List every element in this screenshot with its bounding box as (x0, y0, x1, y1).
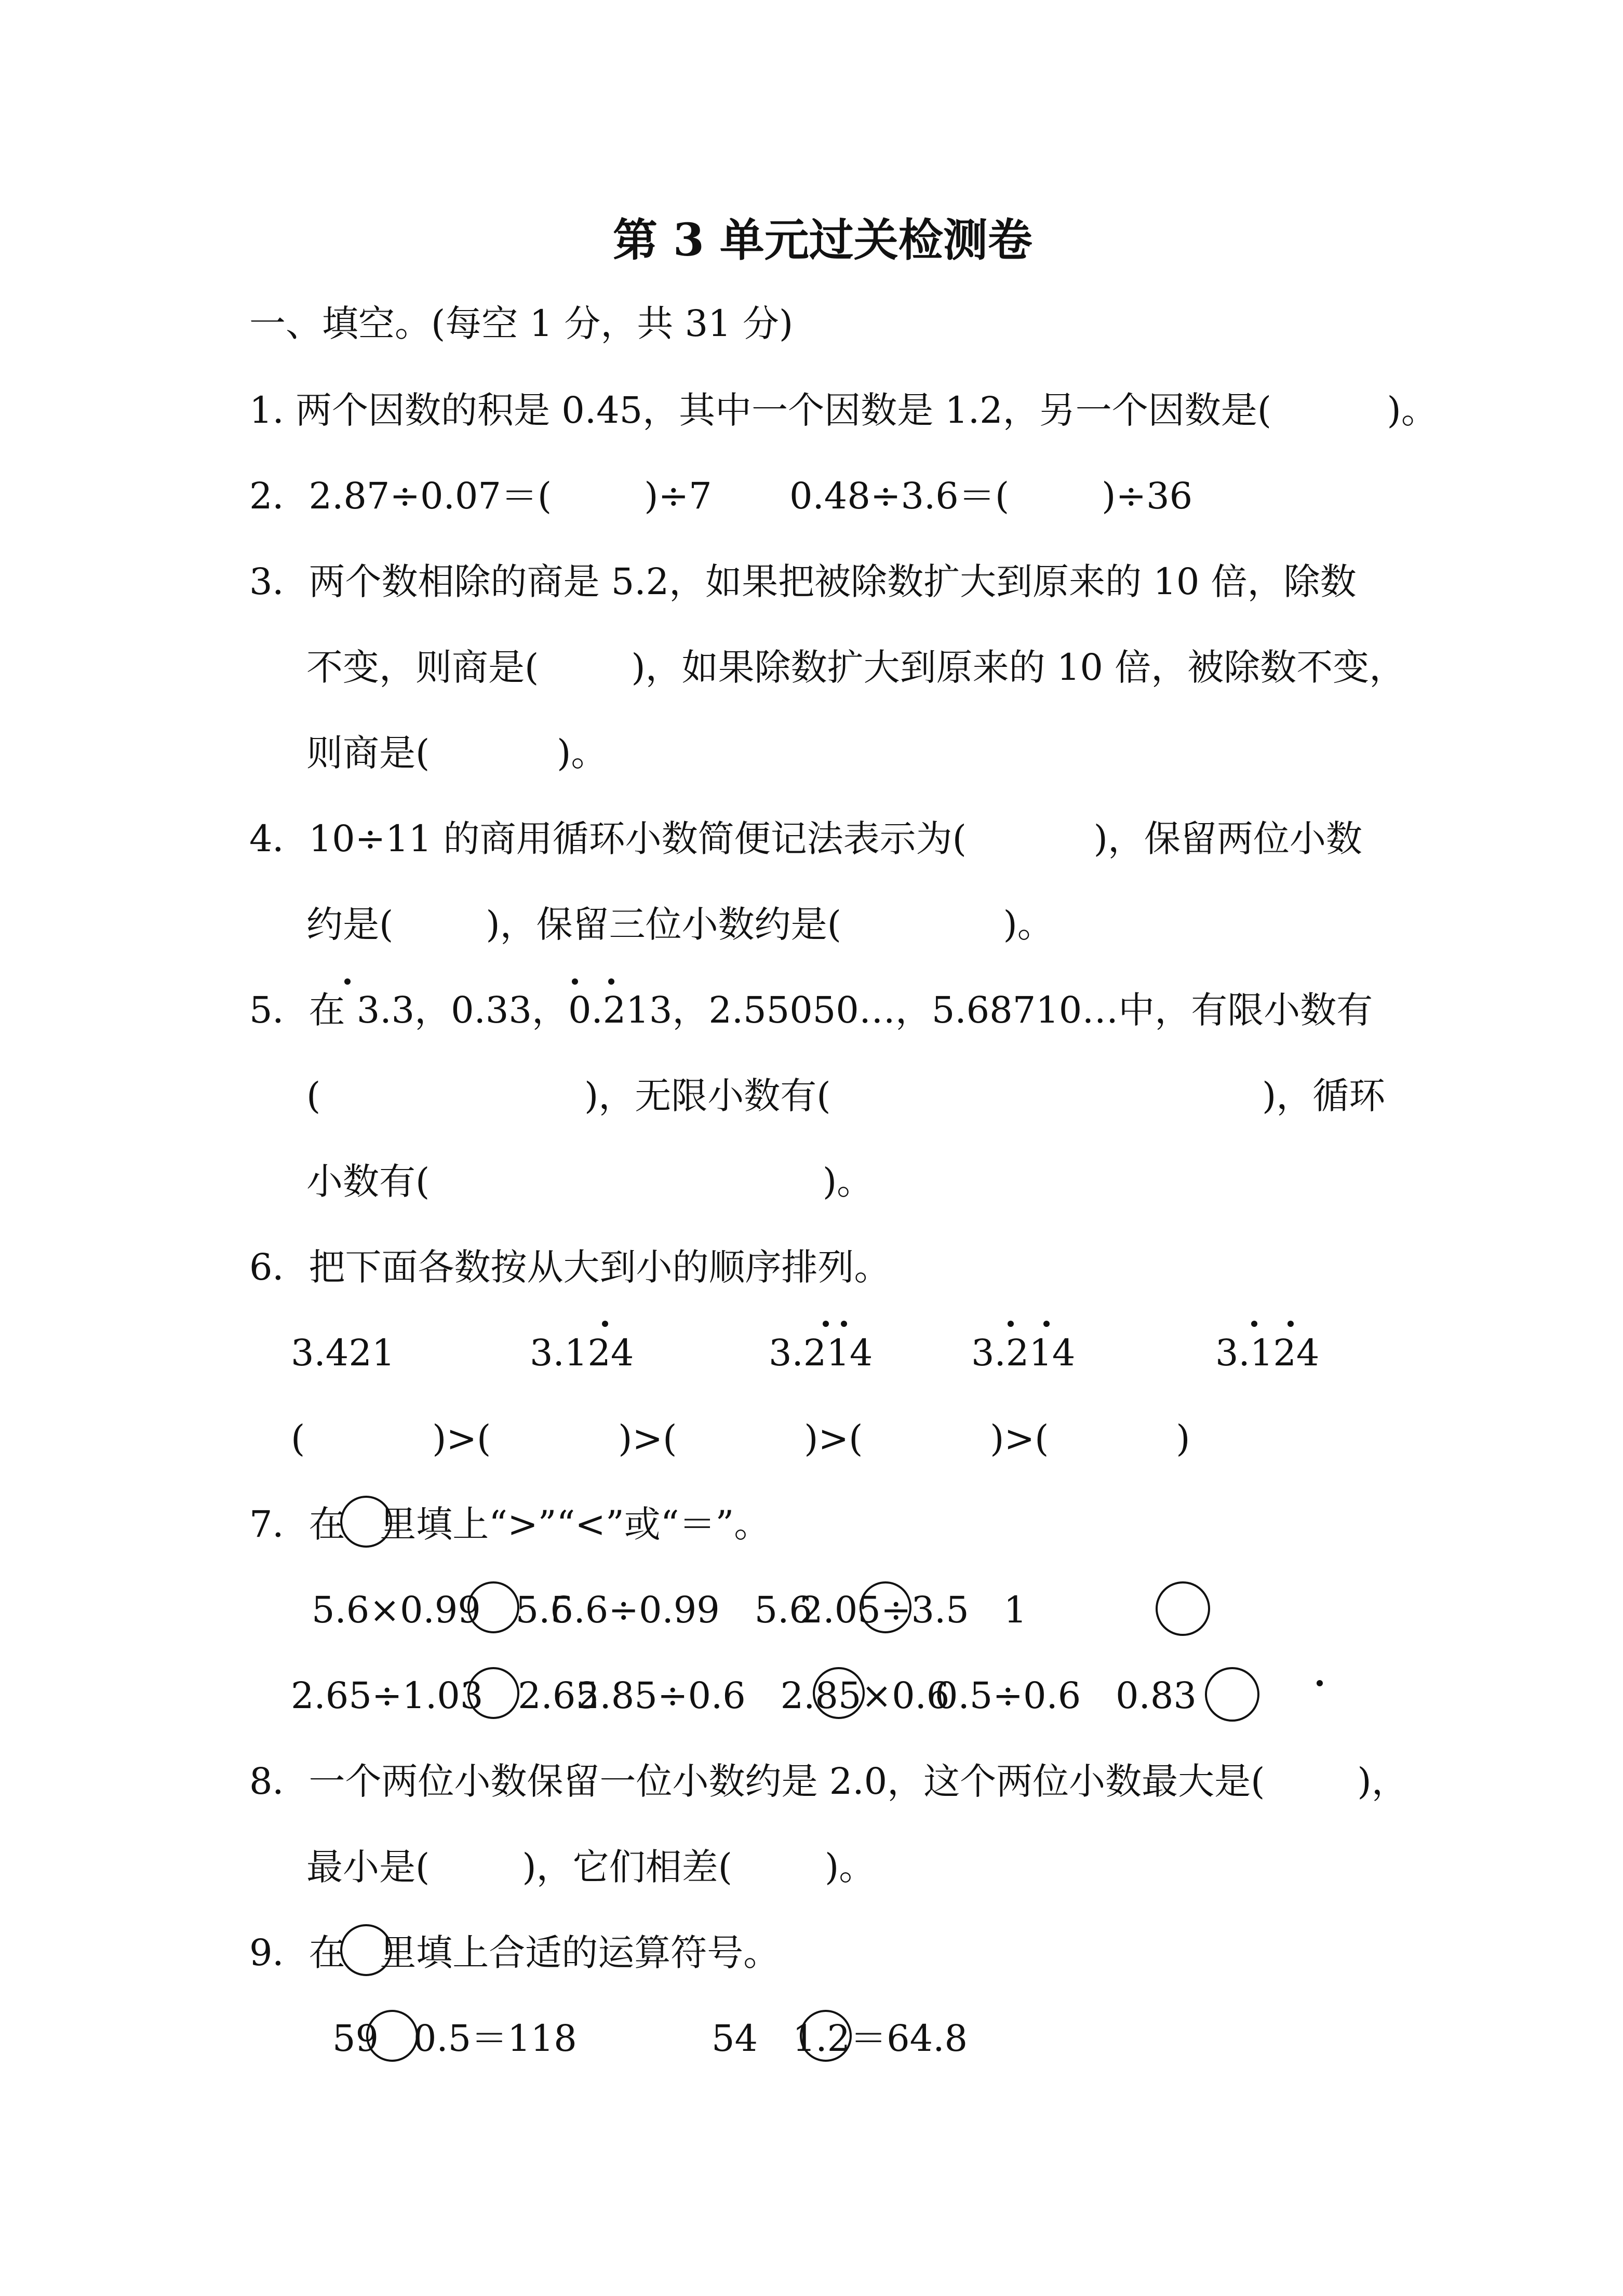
q7-row1-item1: 5.6×0.99 5.6 (312, 1589, 573, 1631)
question-4-line2: 约是( )，保留三位小数约是( )。 (306, 903, 1054, 946)
q6-number: 3.124 (1215, 1332, 1320, 1374)
question-1: 1. 两个因数的积是 0.45，其中一个因数是 1.2，另一个因数是( )。 (249, 389, 1438, 432)
q6-number: 3.214 (769, 1332, 873, 1374)
question-7-line1: 7．在 里填上“>”“<”或“＝”。 (249, 1503, 771, 1546)
answer-circle-icon (800, 2010, 852, 2062)
repeating-dot-mark (1008, 1321, 1014, 1327)
answer-circle-icon (1205, 1667, 1259, 1722)
question-5-line2-open: ( (306, 1075, 321, 1117)
repeating-dot-mark (823, 1321, 829, 1327)
question-9-line1: 9．在 里填上合适的运算符号。 (249, 1931, 780, 1974)
repeating-dot-mark (1251, 1321, 1257, 1327)
answer-circle-icon (813, 1667, 865, 1719)
answer-circle-icon (860, 1581, 911, 1633)
q9-row1-item1: 59 0.5＝118 (332, 2017, 577, 2060)
repeating-dot-mark (1043, 1321, 1050, 1327)
q6-number: 3.124 (530, 1332, 634, 1374)
repeating-dot-mark (608, 978, 614, 985)
q7-row2-item1: 2.65÷1.03 2.65 (291, 1674, 599, 1717)
page-title: 第 3 单元过关检测卷 (613, 214, 1032, 266)
answer-circle-icon (467, 1581, 519, 1633)
question-5-line1: 5．在 3.3，0.33，0.213，2.55050…，5.68710…中，有限小数有 (249, 989, 1373, 1031)
question-3-line1: 3．两个数相除的商是 5.2，如果把被除数扩大到原来的 10 倍，除数 (249, 560, 1357, 603)
q9-row1-item2: 54 1.2＝64.8 (712, 2017, 968, 2060)
repeating-dot-mark (841, 1321, 847, 1327)
question-4-line1: 4．10÷11 的商用循环小数简便记法表示为( )，保留两位小数 (249, 817, 1362, 860)
question-3-line3: 则商是( )。 (306, 732, 608, 774)
answer-circle-icon (366, 2010, 418, 2062)
question-6-line1: 6．把下面各数按从大到小的顺序排列。 (249, 1246, 891, 1288)
repeating-dot-mark (572, 978, 578, 985)
q6-number: 3.421 (291, 1332, 395, 1374)
question-5-line2-end: )，循环 (1262, 1075, 1386, 1117)
question-2a: 2．2.87÷0.07＝( )÷7 (249, 475, 712, 517)
question-5-line2-mid: )，无限小数有( (584, 1075, 831, 1117)
question-8-line1: 8．一个两位小数保留一位小数约是 2.0，这个两位小数最大是( )， (249, 1760, 1408, 1803)
q7-row2-item3: 0.5÷0.6 0.83 (935, 1674, 1197, 1717)
answer-circle-icon (1156, 1581, 1210, 1636)
question-3-line2: 不变，则商是( )，如果除数扩大到原来的 10 倍，被除数不变， (306, 646, 1406, 689)
repeating-dot-mark (344, 978, 351, 985)
question-5-line3: 小数有( )。 (306, 1160, 874, 1203)
repeating-dot-mark (602, 1321, 608, 1327)
q6-number: 3.214 (971, 1332, 1076, 1374)
q7-row1-item2: 5.6÷0.99 5.6 (551, 1589, 812, 1631)
answer-circle-icon (467, 1667, 519, 1719)
question-8-line2: 最小是( )，它们相差( )。 (306, 1846, 876, 1888)
q7-row2-item2: 2.85÷0.6 2.85×0.6 (576, 1674, 950, 1717)
q7-row1-item3: 2.05÷3.5 1 (800, 1589, 1027, 1631)
q6-order-line: ( )>( )>( )>( )>( ) (291, 1417, 1190, 1460)
section-heading: 一、填空。(每空 1 分，共 31 分) (249, 302, 794, 345)
repeating-dot-mark (1287, 1321, 1294, 1327)
stray-dot-mark (1317, 1680, 1323, 1686)
answer-circle-icon (340, 1924, 392, 1976)
question-2b: 0.48÷3.6＝( )÷36 (789, 475, 1193, 517)
answer-circle-icon (340, 1496, 392, 1548)
